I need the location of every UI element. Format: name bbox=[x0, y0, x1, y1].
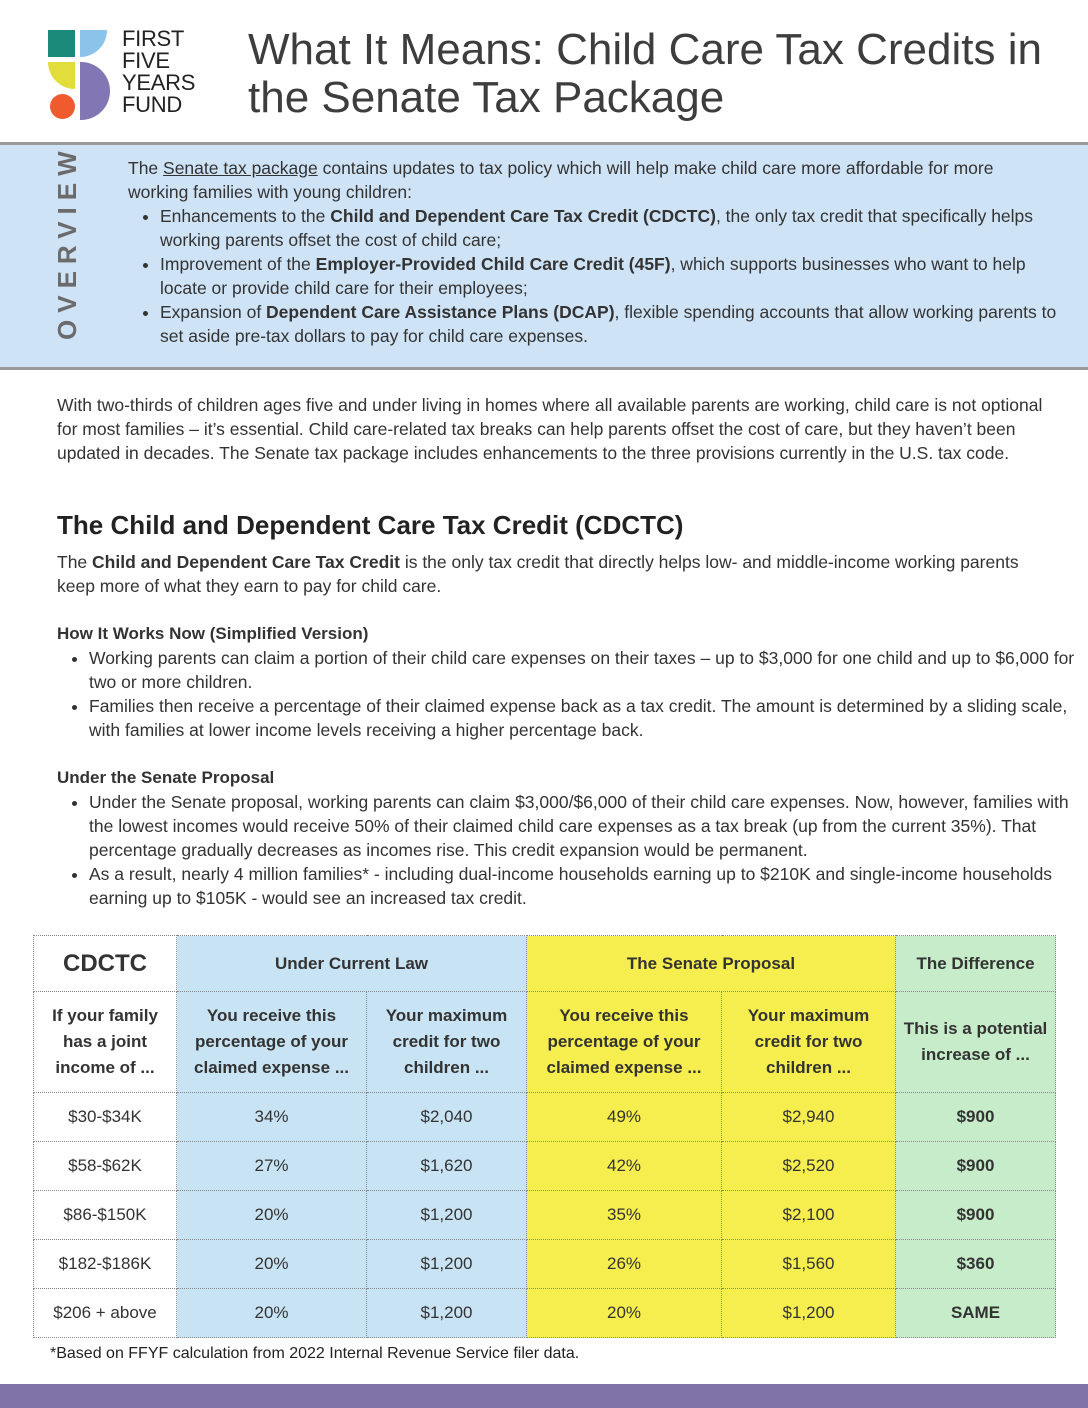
table-subheader-row bbox=[34, 992, 1056, 1093]
overview-label: OVERVIEW bbox=[52, 144, 82, 340]
table-row bbox=[34, 1289, 1056, 1338]
logo bbox=[48, 28, 218, 123]
list-item: • Under the Senate proposal, working parents can claim $3,000/$6,000 of their child care expenses. Now, however, families with the lowest incomes would receive 50% of their claimed child care expenses as a tax break (up from the current 35%). That percentage gradually decreases as incomes rise. This credit expansion would be permanent. bbox=[89, 790, 1088, 862]
cell-income: $86-$150K bbox=[34, 1191, 177, 1240]
cell-difference: $900 bbox=[896, 1093, 1056, 1142]
cell-income: $30-$34K bbox=[34, 1093, 177, 1142]
list-item: • Working parents can claim a portion of their child care expenses on their taxes – up to $3,000 for one child and up to $6,000 for two or more children. bbox=[89, 646, 1088, 694]
logo-orange-circle bbox=[50, 94, 75, 119]
table-group-header-row bbox=[34, 936, 1056, 992]
intro-paragraph: With two-thirds of children ages five and under living in homes where all available parents are working, child care is not optional for most families – it’s essential. Child care-related tax breaks can help parents offset the cost of care, but they haven’t been updated in decades. The Senate tax package includes enhancements to the three provisions currently in the U.S. tax code. bbox=[57, 395, 1043, 463]
bullet-bold: Child and Dependent Care Tax Credit (CDCTC) bbox=[330, 206, 716, 226]
lead-post: is the only tax credit that directly helps low- and middle-income working parents keep more of what they earn to pay for child care. bbox=[57, 552, 1019, 596]
overview-divider bbox=[0, 367, 1088, 370]
overview-intro bbox=[128, 156, 1058, 204]
group-senate-proposal: The Senate Proposal bbox=[527, 936, 896, 992]
bullet-pre: Expansion of bbox=[160, 302, 267, 322]
how-it-works-list bbox=[57, 646, 1088, 742]
cell-senate-max: $1,560 bbox=[722, 1240, 896, 1289]
overview-list bbox=[128, 204, 1058, 348]
cell-current-max: $2,040 bbox=[367, 1093, 527, 1142]
cell-senate-max: $1,200 bbox=[722, 1289, 896, 1338]
cell-difference: $900 bbox=[896, 1191, 1056, 1240]
cell-current-max: $1,200 bbox=[367, 1240, 527, 1289]
cell-current-pct: 20% bbox=[177, 1240, 367, 1289]
cell-senate-max: $2,520 bbox=[722, 1142, 896, 1191]
overview-bullet bbox=[160, 252, 1058, 300]
subheader-current-pct: You receive this percentage of your claimed expense ... bbox=[177, 992, 367, 1093]
overview-bullet bbox=[160, 204, 1058, 252]
footer-bar bbox=[0, 1384, 1088, 1408]
cell-senate-pct: 20% bbox=[527, 1289, 722, 1338]
logo-line: YEARS bbox=[122, 70, 196, 95]
subheader-income: If your family has a joint income of ... bbox=[34, 992, 177, 1093]
logo-blue-shape bbox=[80, 30, 107, 57]
logo-teal-square bbox=[48, 30, 75, 57]
table-row bbox=[34, 1191, 1056, 1240]
subheader-current-max: Your maximum credit for two children ... bbox=[367, 992, 527, 1093]
overview-bullet bbox=[160, 300, 1058, 348]
cell-difference: $900 bbox=[896, 1142, 1056, 1191]
cell-current-max: $1,620 bbox=[367, 1142, 527, 1191]
cell-current-pct: 34% bbox=[177, 1093, 367, 1142]
logo-line: FIRST bbox=[122, 26, 185, 51]
lead-pre: The bbox=[57, 552, 93, 572]
cell-senate-pct: 26% bbox=[527, 1240, 722, 1289]
group-difference: The Difference bbox=[896, 936, 1056, 992]
list-item: • Families then receive a percentage of their claimed expense back as a tax credit. The amount is determined by a sliding scale, with families at lower income levels receiving a higher percentage back. bbox=[89, 694, 1088, 742]
how-it-works-heading: How It Works Now (Simplified Version) bbox=[57, 624, 369, 643]
cell-current-pct: 20% bbox=[177, 1289, 367, 1338]
cell-income: $206 + above bbox=[34, 1289, 177, 1338]
senate-proposal-list bbox=[57, 790, 1088, 910]
logo-yellow-shape bbox=[48, 62, 75, 89]
cdctc-heading: The Child and Dependent Care Tax Credit (CDCTC) bbox=[57, 510, 684, 540]
cell-income: $182-$186K bbox=[34, 1240, 177, 1289]
cell-current-pct: 27% bbox=[177, 1142, 367, 1191]
cell-senate-pct: 42% bbox=[527, 1142, 722, 1191]
subheader-senate-max: Your maximum credit for two children ... bbox=[722, 992, 896, 1093]
cdctc-lead bbox=[57, 550, 1057, 598]
footnote: *Based on FFYF calculation from 2022 Internal Revenue Service filer data. bbox=[50, 1345, 580, 1362]
bullet-post: , which supports businesses who want to help locate or provide child care for their employees; bbox=[160, 254, 1026, 298]
table-row bbox=[34, 1093, 1056, 1142]
cell-difference: $360 bbox=[896, 1240, 1056, 1289]
overview-intro-pre: The bbox=[128, 158, 164, 178]
bullet-post: , flexible spending accounts that allow working parents to set aside pre-tax dollars to pay for child care expenses. bbox=[160, 302, 1057, 346]
lead-bold: Child and Dependent Care Tax Credit bbox=[92, 552, 400, 572]
cell-income: $58-$62K bbox=[34, 1142, 177, 1191]
bullet-bold: Employer-Provided Child Care Credit (45F) bbox=[315, 254, 671, 274]
page-title: What It Means: Child Care Tax Credits in the Senate Tax Package bbox=[248, 25, 1042, 122]
overview-text bbox=[128, 156, 1058, 348]
cell-current-max: $1,200 bbox=[367, 1191, 527, 1240]
senate-tax-package-link[interactable]: Senate tax package bbox=[163, 158, 318, 178]
senate-proposal-heading: Under the Senate Proposal bbox=[57, 768, 275, 787]
group-current-law: Under Current Law bbox=[177, 936, 527, 992]
cell-current-max: $1,200 bbox=[367, 1289, 527, 1338]
cell-difference: SAME bbox=[896, 1289, 1056, 1338]
bullet-pre: Improvement of the bbox=[160, 254, 316, 274]
subheader-difference: This is a potential increase of ... bbox=[896, 992, 1056, 1093]
table-corner-label: CDCTC bbox=[34, 936, 177, 992]
logo-purple-shape bbox=[80, 62, 110, 120]
logo-wordmark bbox=[122, 28, 222, 116]
cell-senate-pct: 35% bbox=[527, 1191, 722, 1240]
cell-senate-max: $2,940 bbox=[722, 1093, 896, 1142]
list-item: • As a result, nearly 4 million families* - including dual-income households earning up to $210K and single-income households earning up to $105K - would see an increased tax credit. bbox=[89, 862, 1088, 910]
cdctc-comparison-table bbox=[33, 935, 1056, 1338]
cell-senate-pct: 49% bbox=[527, 1093, 722, 1142]
table-row bbox=[34, 1240, 1056, 1289]
subheader-senate-pct: You receive this percentage of your claimed expense ... bbox=[527, 992, 722, 1093]
overview-intro-post: contains updates to tax policy which will help make child care more affordable for more working families with young children: bbox=[128, 158, 994, 202]
cell-current-pct: 20% bbox=[177, 1191, 367, 1240]
cell-senate-max: $2,100 bbox=[722, 1191, 896, 1240]
table-row bbox=[34, 1142, 1056, 1191]
logo-line: FIVE bbox=[122, 48, 170, 73]
bullet-bold: Dependent Care Assistance Plans (DCAP) bbox=[266, 302, 615, 322]
bullet-post: , the only tax credit that specifically helps working parents offset the cost of child care; bbox=[160, 206, 1034, 250]
bullet-pre: Enhancements to the bbox=[160, 206, 331, 226]
logo-line: FUND bbox=[122, 92, 182, 117]
